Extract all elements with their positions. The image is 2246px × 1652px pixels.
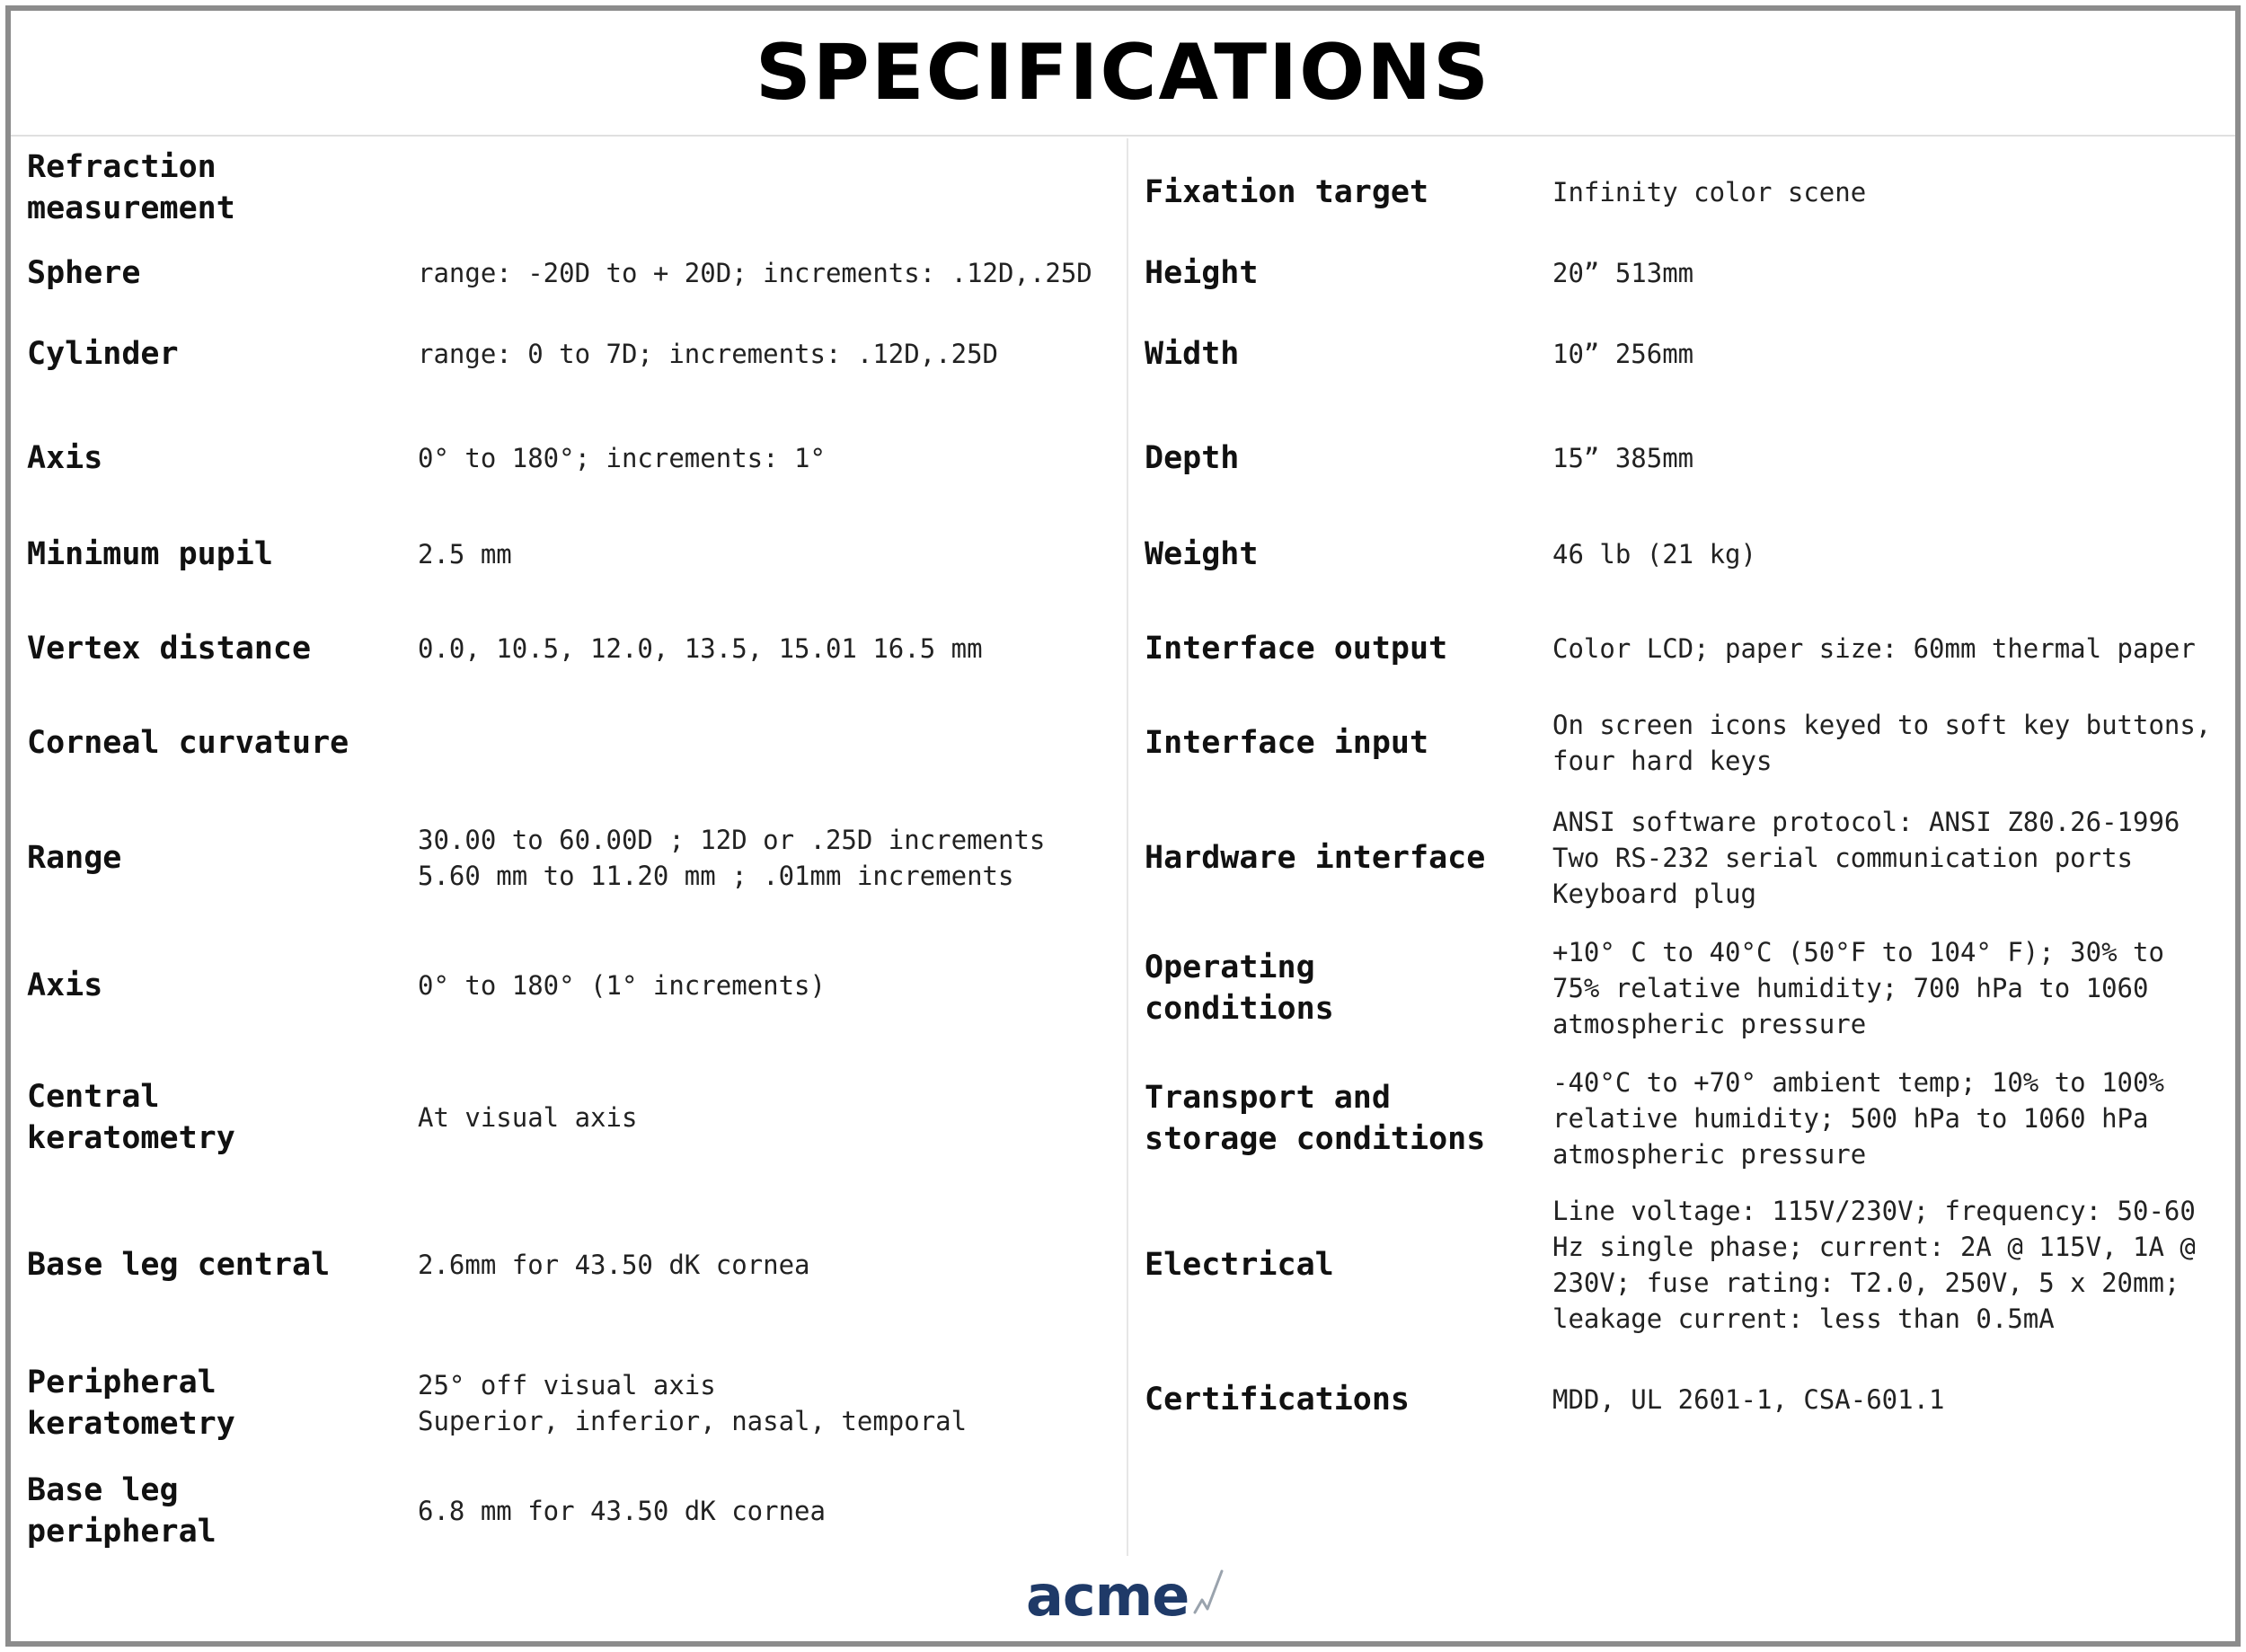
spec-label: Interface input (1145, 725, 1429, 761)
spec-label: Transport and storage conditions (1145, 1080, 1486, 1157)
spec-label: Base leg peripheral (27, 1472, 217, 1550)
spec-label: Width (1145, 336, 1240, 372)
spec-label: Depth (1145, 440, 1240, 476)
spec-label: Axis (27, 440, 103, 476)
spec-value: 0° to 180° (1° increments) (418, 970, 826, 1001)
spec-label: Electrical (1145, 1247, 1334, 1283)
spec-value: +10° C to 40°C (50°F to 104° F); 30% to 75% relative humidity; 700 hPa to 1060 atmospheric pressure (1552, 937, 2164, 1039)
spec-value: At visual axis (418, 1102, 638, 1133)
spec-label: Minimum pupil (27, 536, 273, 572)
logo-swoosh-icon (1026, 1560, 1242, 1632)
spec-label: Axis (27, 967, 103, 1003)
page-title: SPECIFICATIONS (755, 28, 1491, 118)
spec-label: Interface output (1145, 631, 1448, 667)
spec-value: 25° off visual axis Superior, inferior, nasal, temporal (418, 1370, 968, 1436)
spec-value: 10” 256mm (1552, 339, 1694, 369)
spec-value: 15” 385mm (1552, 443, 1694, 473)
spec-label: Weight (1145, 536, 1259, 572)
spec-value: 30.00 to 60.00D ; 12D or .25D increments 5.60 mm to 11.20 mm ; .01mm increments (418, 825, 1046, 891)
spec-value: -40°C to +70° ambient temp; 10% to 100% relative humidity; 500 hPa to 1060 hPa atmospheric pressure (1552, 1067, 2164, 1170)
spec-value: 0° to 180°; increments: 1° (418, 443, 826, 473)
spec-label: Fixation target (1145, 174, 1429, 210)
title-divider (11, 135, 2235, 137)
spec-value: 2.5 mm (418, 539, 512, 570)
spec-value: MDD, UL 2601-1, CSA-601.1 (1552, 1384, 1945, 1415)
spec-label: Refraction measurement (27, 149, 235, 226)
spec-label: Base leg central (27, 1247, 331, 1283)
spec-label: Sphere (27, 255, 141, 291)
spec-label: Hardware interface (1145, 840, 1486, 876)
spec-label: Certifications (1145, 1382, 1410, 1418)
spec-value: Infinity color scene (1552, 177, 1867, 208)
spec-value: Color LCD; paper size: 60mm thermal paper (1552, 633, 2196, 664)
spec-label: Corneal curvature (27, 725, 349, 761)
spec-value: On screen icons keyed to soft key buttons, four hard keys (1552, 710, 2212, 776)
spec-label: Height (1145, 255, 1259, 291)
spec-value: range: 0 to 7D; increments: .12D,.25D (418, 339, 999, 369)
spec-value: range: -20D to + 20D; increments: .12D,.25D (418, 258, 1092, 288)
spec-label: Vertex distance (27, 631, 312, 667)
spec-label: Peripheral keratometry (27, 1365, 235, 1442)
spec-value: ANSI software protocol: ANSI Z80.26-1996 Two RS-232 serial communication ports Keyboard plug (1552, 807, 2180, 909)
acme-logo (1026, 1560, 1242, 1632)
spec-value: 46 lb (21 kg) (1552, 539, 1756, 570)
spec-label: Operating conditions (1145, 950, 1334, 1027)
spec-value: 20” 513mm (1552, 258, 1694, 288)
spec-sheet (5, 5, 2241, 1647)
spec-label: Cylinder (27, 336, 179, 372)
spec-value: 6.8 mm for 43.50 dK cornea (418, 1496, 826, 1526)
spec-label: Central keratometry (27, 1079, 235, 1156)
spec-value: Line voltage: 115V/230V; frequency: 50-60 Hz single phase; current: 2A @ 115V, 1A @ 230V; fuse rating: T2.0, 250V, 5 x 20mm; leakage current: less than 0.5mA (1552, 1196, 2196, 1334)
spec-value: 0.0, 10.5, 12.0, 13.5, 15.01 16.5 mm (418, 633, 983, 664)
spec-value: 2.6mm for 43.50 dK cornea (418, 1250, 810, 1280)
spec-label: Range (27, 840, 122, 876)
logo-text: acme (1026, 1563, 1189, 1629)
